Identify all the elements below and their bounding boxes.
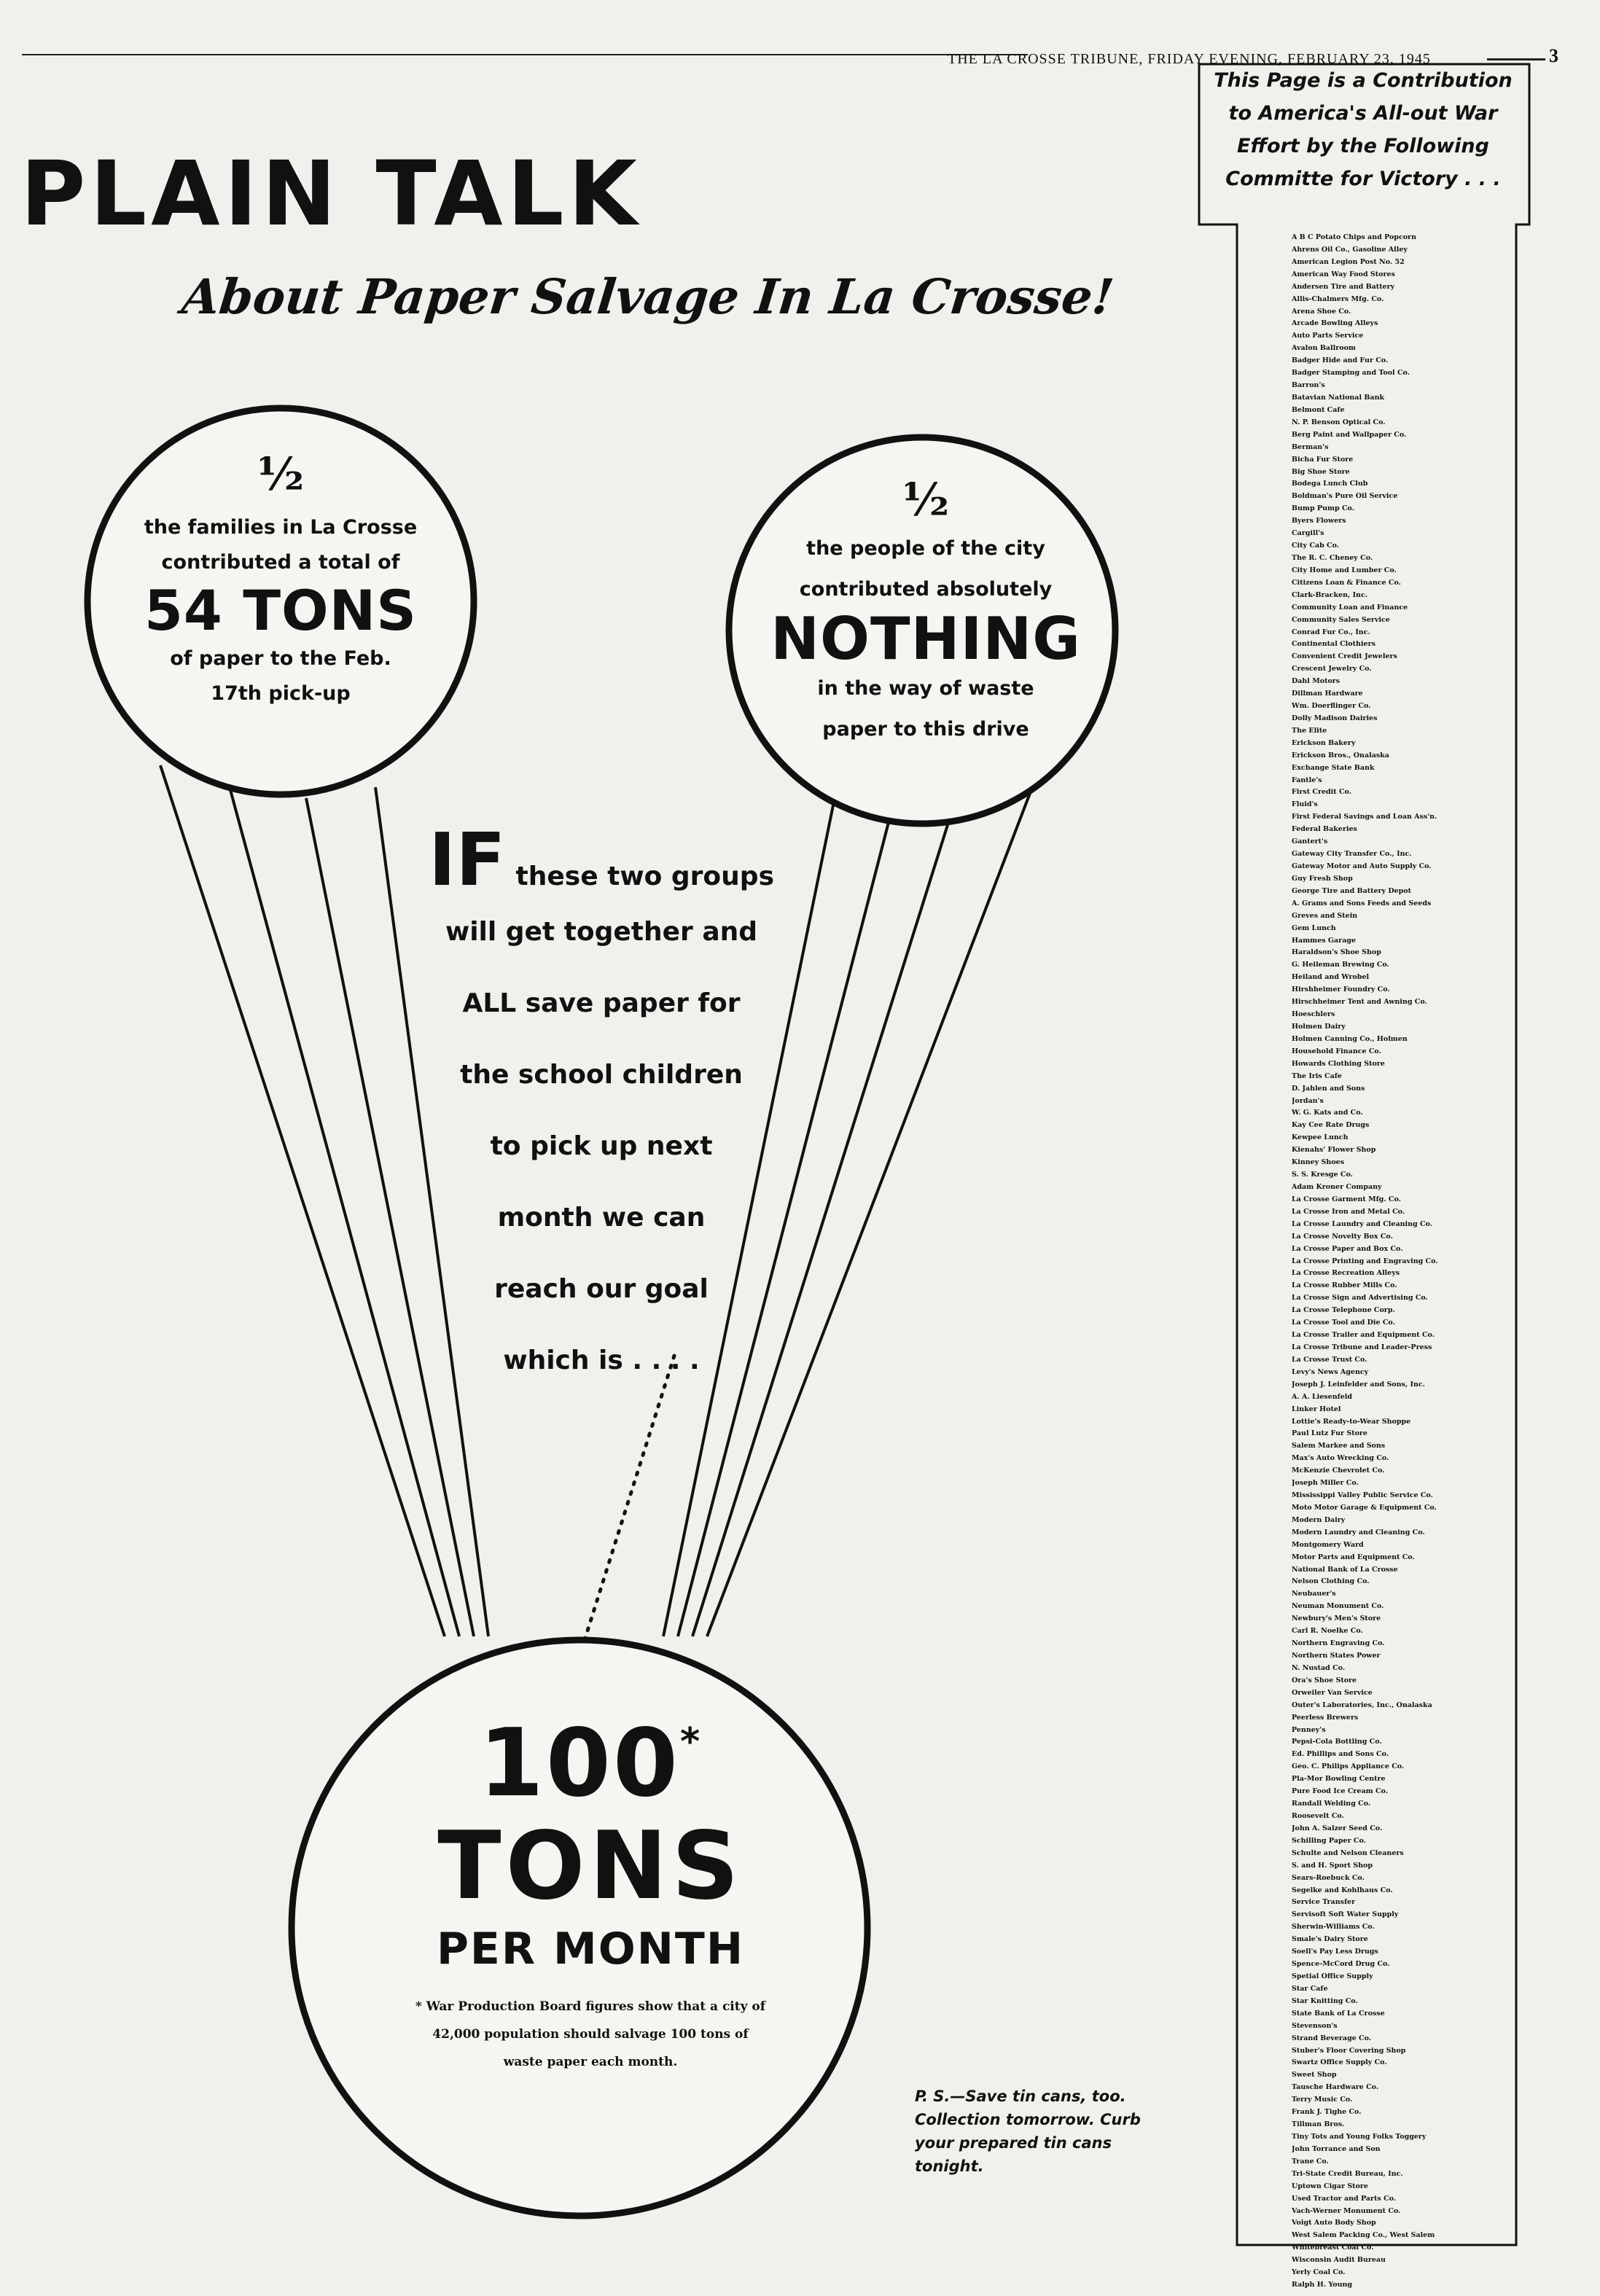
sponsor-item: N. P. Benson Optical Co.	[1292, 418, 1386, 426]
goal-footnote-1: * War Production Board figures show that a city of	[415, 1999, 766, 2014]
sponsor-item: Bicha Fur Store	[1292, 455, 1354, 464]
sponsor-item: Kinney Shoes	[1292, 1158, 1345, 1167]
sponsor-item: Allis-Chalmers Mfg. Co.	[1292, 294, 1384, 303]
sponsor-item: Erickson Bakery	[1292, 738, 1356, 747]
sponsor-item: A B C Potato Chips and Popcorn	[1292, 233, 1416, 241]
headline: PLAIN TALK	[20, 142, 641, 246]
sponsor-item: Fluid's	[1292, 800, 1318, 809]
sponsor-item: Newbury's Men's Store	[1292, 1614, 1381, 1623]
sponsor-item: Salem Markee and Sons	[1292, 1442, 1386, 1450]
sponsor-item: N. Nustad Co.	[1292, 1663, 1346, 1672]
sponsor-item: Sears-Roebuck Co.	[1292, 1873, 1365, 1882]
sponsor-item: City Home and Lumber Co.	[1292, 566, 1397, 574]
sponsor-item: Guy Fresh Shop	[1292, 874, 1353, 883]
sponsor-item: Tausche Hardware Co.	[1292, 2083, 1379, 2092]
sponsor-item: W. G. Kats and Co.	[1292, 1109, 1363, 1117]
sponsor-item: Voigt Auto Body Shop	[1292, 2219, 1376, 2227]
left-circle-text	[109, 448, 452, 711]
middle-line-4: the school children	[460, 1060, 743, 1090]
sponsor-item: Crescent Jewelry Co.	[1292, 665, 1372, 673]
sponsor-item: Penney's	[1292, 1725, 1326, 1734]
sponsor-item: Convenient Credit Jewelers	[1292, 652, 1397, 661]
sponsor-item: La Crosse Garment Mfg. Co.	[1292, 1195, 1401, 1203]
sponsor-item: Northern Engraving Co.	[1292, 1639, 1385, 1648]
sponsor-item: Community Loan and Finance	[1292, 603, 1408, 612]
sponsor-item: Hirshheimer Foundry Co.	[1292, 985, 1390, 994]
sponsor-item: Ora's Shoe Store	[1292, 1676, 1357, 1684]
sponsor-item: A. A. Liesenfeld	[1292, 1392, 1352, 1401]
middle-line-5: to pick up next	[490, 1131, 713, 1161]
sponsor-item: Howards Clothing Store	[1292, 1059, 1385, 1068]
middle-line-8: which is . . . .	[503, 1346, 700, 1375]
sponsor-item: Wisconsin Audit Bureau	[1292, 2256, 1386, 2265]
sponsor-item: D. Jahlen and Sons	[1292, 1084, 1365, 1093]
sponsor-item: Tillman Bros.	[1292, 2120, 1345, 2129]
sponsor-item: Linker Hotel	[1292, 1405, 1341, 1413]
sponsor-item: Household Finance Co.	[1292, 1047, 1381, 1055]
left-circle-line4: 17th pick-up	[211, 682, 351, 705]
sponsor-item: Exchange State Bank	[1292, 763, 1375, 772]
sponsor-item: Nelson Clothing Co.	[1292, 1577, 1370, 1586]
sponsor-item: Northern States Power	[1292, 1652, 1381, 1660]
sponsor-item: Badger Hide and Fur Co.	[1292, 356, 1389, 365]
sponsor-item: Star Knitting Co.	[1292, 1996, 1358, 2005]
sponsor-item: Dolly Madison Dairies	[1292, 714, 1378, 722]
sponsor-item: La Crosse Paper and Box Co.	[1292, 1244, 1403, 1253]
sponsor-item: Service Transfer	[1292, 1898, 1356, 1907]
left-circle-line3: of paper to the Feb.	[170, 647, 391, 670]
postscript: P. S.—Save tin cans, too. Collection tomorrow. Curb your prepared tin cans tonight.	[915, 2088, 1141, 2175]
sponsor-item: Avalon Ballroom	[1292, 344, 1356, 353]
sponsor-item: La Crosse Tribune and Leader-Press	[1292, 1343, 1432, 1351]
right-circle-text	[736, 473, 1115, 747]
sponsor-item: Federal Bakeries	[1292, 825, 1357, 834]
sponsor-item: Tiny Tots and Young Folks Toggery	[1292, 2132, 1427, 2141]
sponsor-item: The Elite	[1292, 726, 1327, 735]
sponsor-item: Swartz Office Supply Co.	[1292, 2058, 1387, 2067]
sponsor-item: Greves and Stein	[1292, 911, 1358, 920]
sponsor-item: La Crosse Recreation Alleys	[1292, 1269, 1400, 1278]
sponsor-item: George Tire and Battery Depot	[1292, 886, 1412, 895]
sponsor-item: Wm. Doerflinger Co.	[1292, 702, 1371, 711]
sponsor-item: Peerless Brewers	[1292, 1713, 1359, 1722]
goal-number: 100	[478, 1709, 680, 1818]
sponsor-item: Max's Auto Wrecking Co.	[1292, 1454, 1389, 1463]
sponsor-item: Haraldson's Shoe Shop	[1292, 948, 1381, 957]
sponsor-item: Sweet Shop	[1292, 2071, 1337, 2080]
sponsor-item: Tri-State Credit Bureau, Inc.	[1292, 2169, 1403, 2178]
sponsor-item: Berman's	[1292, 442, 1329, 451]
sponsor-item: Erickson Bros., Onalaska	[1292, 751, 1389, 760]
sponsor-item: Schilling Paper Co.	[1292, 1836, 1366, 1845]
sponsor-item: Joseph J. Leinfelder and Sons, Inc.	[1292, 1380, 1425, 1389]
goal-asterisk: *	[679, 1720, 703, 1764]
sponsor-list	[1292, 232, 1525, 2292]
sponsor-item: La Crosse Telephone Corp.	[1292, 1306, 1395, 1315]
sponsor-item: Gantert's	[1292, 837, 1328, 846]
sponsor-item: McKenzie Chevrolet Co.	[1292, 1467, 1385, 1475]
middle-line-7: reach our goal	[494, 1274, 709, 1304]
sponsor-item: Holmen Canning Co., Holmen	[1292, 1034, 1408, 1043]
sponsor-item: Mississippi Valley Public Service Co.	[1292, 1491, 1433, 1500]
sponsor-item: S. S. Kresge Co.	[1292, 1171, 1353, 1179]
right-circle-line4: paper to this drive	[822, 718, 1029, 741]
sponsor-item: Yerly Coal Co.	[1292, 2268, 1346, 2277]
sponsor-item: Geo. C. Philips Appliance Co.	[1292, 1762, 1405, 1771]
sponsor-item: Schulte and Nelson Cleaners	[1292, 1848, 1404, 1857]
sponsor-item: Community Sales Service	[1292, 615, 1390, 624]
sponsor-item: Boldman's Pure Oil Service	[1292, 492, 1398, 501]
sponsor-item: La Crosse Novelty Box Co.	[1292, 1232, 1393, 1241]
sponsor-item: Pla-Mor Bowling Centre	[1292, 1775, 1386, 1784]
sponsor-item: Terry Music Co.	[1292, 2096, 1353, 2104]
sponsor-item: Soell's Pay Less Drugs	[1292, 1948, 1378, 1956]
sponsor-item: Continental Clothiers	[1292, 640, 1375, 649]
sponsor-item: La Crosse Trust Co.	[1292, 1355, 1367, 1364]
sponsor-item: Arcade Bowling Alleys	[1292, 319, 1378, 328]
sponsor-item: Ahrens Oil Co., Gasoline Alley	[1292, 245, 1408, 254]
sponsor-item: G. Heileman Brewing Co.	[1292, 961, 1389, 969]
sponsor-item: Andersen Tire and Battery	[1292, 282, 1395, 291]
sponsor-heading-4: Committe for Victory . . .	[1225, 168, 1501, 190]
sponsor-item: Barron's	[1292, 381, 1325, 390]
sponsor-item: Adam Kroner Company	[1292, 1182, 1382, 1191]
middle-text	[429, 817, 774, 1397]
sponsor-item: La Crosse Sign and Advertising Co.	[1292, 1294, 1428, 1303]
middle-line-2: will get together and	[445, 917, 758, 947]
goal-per: PER MONTH	[436, 1923, 745, 1975]
sponsor-item: Cargill's	[1292, 529, 1324, 538]
sponsor-item: Belmont Cafe	[1292, 405, 1345, 414]
subheadline: About Paper Salvage In La Crosse!	[179, 268, 1117, 325]
sponsor-item: Byers Flowers	[1292, 517, 1346, 526]
sponsor-item: A. Grams and Sons Feeds and Seeds	[1292, 899, 1432, 907]
sponsor-item: La Crosse Printing and Engraving Co.	[1292, 1257, 1438, 1265]
sponsor-item: Batavian National Bank	[1292, 393, 1385, 402]
sponsor-item: Big Shoe Store	[1292, 467, 1350, 476]
sponsor-item: Ed. Phillips and Sons Co.	[1292, 1750, 1389, 1759]
sponsor-item: Used Tractor and Parts Co.	[1292, 2194, 1397, 2203]
sponsor-item: Conrad Fur Co., Inc.	[1292, 628, 1370, 636]
sponsor-item: S. and H. Sport Shop	[1292, 1861, 1373, 1870]
sponsor-item: West Salem Packing Co., West Salem	[1292, 2231, 1435, 2240]
sponsor-item: Carl R. Noelke Co.	[1292, 1627, 1363, 1636]
sponsor-item: Orweiler Van Service	[1292, 1688, 1373, 1697]
sponsor-item: Levy's News Agency	[1292, 1367, 1369, 1376]
sponsor-item: Neuman Monument Co.	[1292, 1602, 1384, 1611]
sponsor-item: Auto Parts Service	[1292, 332, 1364, 340]
sponsor-item: Holmen Dairy	[1292, 1023, 1346, 1031]
sponsor-item: John A. Salzer Seed Co.	[1292, 1824, 1383, 1832]
sponsor-item: Whitebreast Coal Co.	[1292, 2244, 1374, 2252]
sponsor-item: Modern Laundry and Cleaning Co.	[1292, 1528, 1425, 1536]
sponsor-item: Pepsi-Cola Bottling Co.	[1292, 1738, 1382, 1746]
left-circle-line1: the families in La Crosse	[144, 516, 418, 539]
sponsor-item: Outer's Laboratories, Inc., Onalaska	[1292, 1700, 1432, 1709]
sponsor-item: First Federal Savings and Loan Ass'n.	[1292, 813, 1437, 821]
sponsor-item: Clark-Bracken, Inc.	[1292, 590, 1368, 599]
sponsor-item: Spetial Office Supply	[1292, 1972, 1373, 1980]
sponsor-item: Lottie's Ready-to-Wear Shoppe	[1292, 1417, 1411, 1426]
sponsor-heading-2: to America's All-out War	[1228, 102, 1498, 125]
sponsor-item: La Crosse Iron and Metal Co.	[1292, 1207, 1405, 1216]
sponsor-item: Uptown Cigar Store	[1292, 2182, 1368, 2190]
sponsor-item: Vach-Werner Monument Co.	[1292, 2206, 1401, 2215]
right-circle-amount: NOTHING	[770, 605, 1081, 673]
sponsor-item: Fantle's	[1292, 776, 1322, 784]
sponsor-item: American Legion Post No. 52	[1292, 257, 1405, 266]
sponsor-item: Star Cafe	[1292, 1984, 1328, 1993]
sponsor-item: The R. C. Cheney Co.	[1292, 553, 1373, 562]
sponsor-item: Bump Pump Co.	[1292, 504, 1355, 513]
sponsor-item: La Crosse Trailer and Equipment Co.	[1292, 1331, 1435, 1340]
sponsor-item: Servisoft Soft Water Supply	[1292, 1910, 1399, 1919]
sponsor-item: Gateway City Transfer Co., Inc.	[1292, 850, 1412, 859]
sponsor-item: Citizens Loan & Finance Co.	[1292, 578, 1401, 587]
goal-footnote-3: waste paper each month.	[503, 2054, 678, 2069]
sponsor-item: Ralph H. Young	[1292, 2281, 1353, 2289]
left-circle-fraction: ½	[257, 448, 305, 501]
sponsor-item: Frank J. Tighe Co.	[1292, 2108, 1362, 2117]
sponsor-item: Roosevelt Co.	[1292, 1812, 1344, 1820]
if-word: IF	[429, 817, 506, 902]
sponsor-item: Joseph Miller Co.	[1292, 1479, 1359, 1488]
sponsor-item: Hoeschlers	[1292, 1010, 1335, 1019]
sponsor-item: The Iris Cafe	[1292, 1071, 1342, 1080]
goal-circle-text	[299, 1709, 882, 2076]
sponsor-item: First Credit Co.	[1292, 788, 1351, 797]
masthead: THE LA CROSSE TRIBUNE, FRIDAY EVENING, FEBRUARY 23, 1945	[948, 51, 1431, 67]
sponsor-item: Gateway Motor and Auto Supply Co.	[1292, 862, 1432, 871]
middle-line-6: month we can	[497, 1203, 706, 1233]
sponsor-item: Berg Paint and Wallpaper Co.	[1292, 430, 1407, 439]
sponsor-item: Pure Food Ice Cream Co.	[1292, 1787, 1388, 1796]
sponsor-item: Bodega Lunch Club	[1292, 480, 1368, 488]
sponsor-item: Jordan's	[1292, 1096, 1324, 1105]
sponsor-item: Trane Co.	[1292, 2157, 1329, 2166]
goal-unit: TONS	[437, 1811, 744, 1921]
right-circle-line1: the people of the city	[806, 537, 1045, 560]
sponsor-box-heading	[1203, 64, 1523, 195]
sponsor-item: Gem Lunch	[1292, 924, 1336, 932]
sponsor-item: Kay Cee Rate Drugs	[1292, 1121, 1370, 1130]
sponsor-heading-1: This Page is a Contribution	[1214, 69, 1513, 92]
sponsor-item: Dahl Motors	[1292, 677, 1341, 686]
sponsor-item: Strand Beverage Co.	[1292, 2034, 1372, 2042]
sponsor-item: John Torrance and Son	[1292, 2144, 1381, 2153]
sponsor-item: La Crosse Tool and Die Co.	[1292, 1319, 1395, 1327]
sponsor-item: Montgomery Ward	[1292, 1540, 1364, 1549]
right-circle-line2: contributed absolutely	[799, 578, 1053, 601]
sponsor-item: National Bank of La Crosse	[1292, 1565, 1398, 1574]
middle-line-1: these two groups	[515, 862, 774, 891]
right-circle-line3: in the way of waste	[817, 677, 1034, 700]
sponsor-item: Smale's Dairy Store	[1292, 1935, 1368, 1944]
sponsor-item: Neubauer's	[1292, 1590, 1336, 1598]
sponsor-item: State Bank of La Crosse	[1292, 2009, 1385, 2018]
right-circle-fraction: ½	[902, 473, 950, 526]
sponsor-item: Moto Motor Garage & Equipment Co.	[1292, 1503, 1437, 1512]
sponsor-item: Hammes Garage	[1292, 936, 1357, 945]
sponsor-item: Arena Shoe Co.	[1292, 307, 1351, 316]
goal-footnote-2: 42,000 population should salvage 100 tons of	[432, 2026, 749, 2042]
sponsor-item: La Crosse Laundry and Cleaning Co.	[1292, 1219, 1433, 1228]
sponsor-item: Heiland and Wrobel	[1292, 973, 1370, 982]
sponsor-item: Spence-McCord Drug Co.	[1292, 1960, 1390, 1969]
sponsor-item: Segelke and Kohlhaus Co.	[1292, 1886, 1393, 1894]
sponsor-item: Hirschheimer Tent and Awning Co.	[1292, 998, 1427, 1007]
sponsor-item: Modern Dairy	[1292, 1515, 1346, 1524]
sponsor-heading-3: Effort by the Following	[1237, 135, 1489, 157]
sponsor-item: La Crosse Rubber Mills Co.	[1292, 1281, 1397, 1290]
sponsor-item: Paul Lutz Fur Store	[1292, 1429, 1367, 1438]
page-number: 3	[1549, 45, 1558, 66]
sponsor-item: Stevenson's	[1292, 2021, 1338, 2030]
sponsor-item: Badger Stamping and Tool Co.	[1292, 369, 1410, 378]
left-circle-amount: 54 TONS	[144, 578, 417, 643]
sponsor-item: Stuber's Floor Covering Shop	[1292, 2046, 1406, 2055]
sponsor-item: Kewpee Lunch	[1292, 1133, 1349, 1142]
sponsor-item: Motor Parts and Equipment Co.	[1292, 1553, 1415, 1561]
sponsor-item: Kienahs' Flower Shop	[1292, 1146, 1376, 1155]
sponsor-item: Dillman Hardware	[1292, 690, 1363, 698]
sponsor-item: Randall Welding Co.	[1292, 1800, 1371, 1808]
middle-line-3: ALL save paper for	[462, 988, 741, 1018]
sponsor-item: City Cab Co.	[1292, 542, 1340, 550]
sponsor-item: Sherwin-Williams Co.	[1292, 1923, 1375, 1932]
left-circle-line2: contributed a total of	[161, 551, 400, 574]
sponsor-item: American Way Food Stores	[1292, 270, 1395, 278]
